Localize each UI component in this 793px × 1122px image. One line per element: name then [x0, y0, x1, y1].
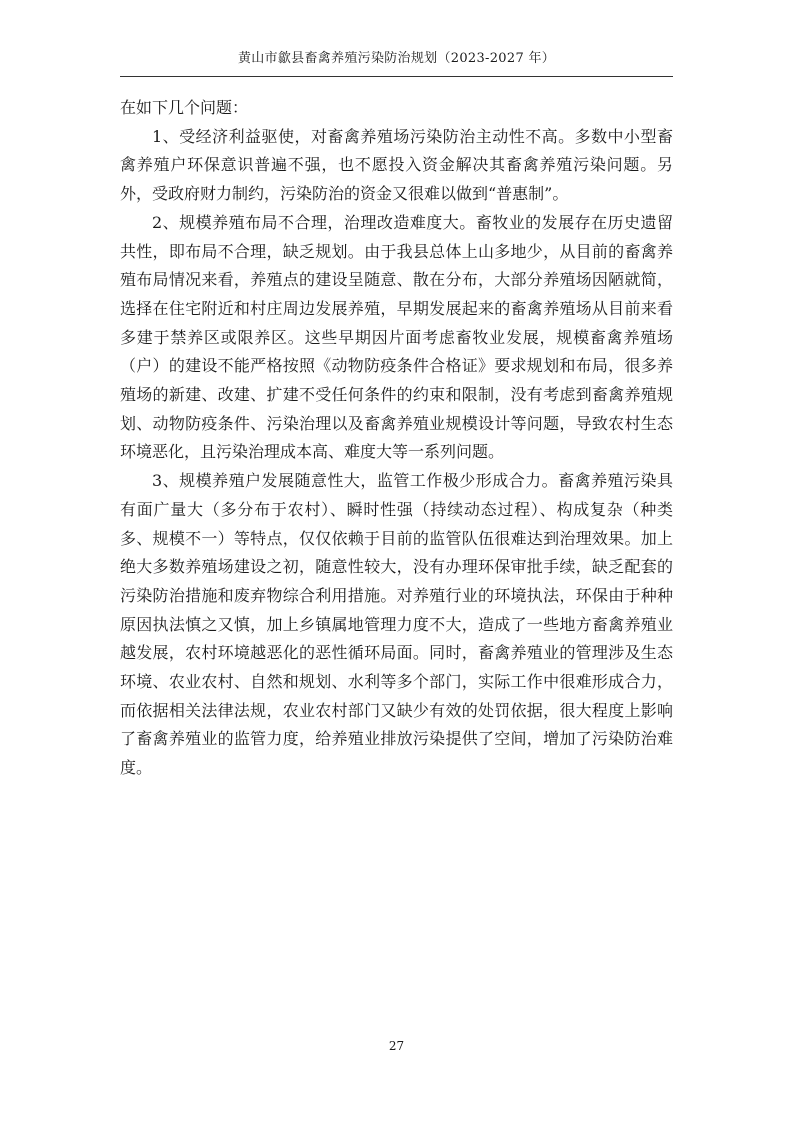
paragraph-issue-3: 3、规模养殖户发展随意性大，监管工作极少形成合力。畜禽养殖污染具有面广量大（多分布于农村）、瞬时性强（持续动态过程）、构成复杂（种类多、规模不一）等特点，仅仅依赖于目前的监管队伍很难达到治理效果。加上绝大多数养殖场建设之初，随意性较大，没有办理环保审批手续，缺乏配套的污染防治措施和废弃物综合利用措施。对养殖行业的环境执法，环保由于种种原因执法慎之又慎，加上乡镇属地管理力度不大，造成了一些地方畜禽养殖业越发展，农村环境越恶化的恶性循环局面。同时，畜禽养殖业的管理涉及生态环境、农业农村、自然和规划、水利等多个部门，实际工作中很难形成合力，而依据相关法律法规，农业农村部门又缺少有效的处罚依据，很大程度上影响了畜禽养殖业的监管力度，给养殖业排放污染提供了空间，增加了污染防治难度。 — [120, 471, 673, 778]
header-title: 黄山市歙县畜禽养殖污染防治规划（2023-2027 年） — [237, 51, 556, 66]
page-header — [120, 48, 673, 77]
document-body — [120, 94, 673, 783]
paragraph-issue-1: 1、受经济利益驱使，对畜禽养殖场污染防治主动性不高。多数中小型畜禽养殖户环保意识普遍不强，也不愿投入资金解决其畜禽养殖污染问题。另外，受政府财力制约，污染防治的资金又很难以做到“普惠制”。 — [120, 126, 673, 204]
page-number: 27 — [388, 1039, 405, 1053]
paragraph-issue-2: 2、规模养殖布局不合理，治理改造难度大。畜牧业的发展存在历史遗留共性，即布局不合理，缺乏规划。由于我县总体上山多地少，从目前的畜禽养殖布局情况来看，养殖点的建设呈随意、散在分布，大部分养殖场因陋就简，选择在住宅附近和村庄周边发展养殖，早期发展起来的畜禽养殖场从目前来看多建于禁养区或限养区。这些早期因片面考虑畜牧业发展，规模畜禽养殖场（户）的建设不能严格按照《动物防疫条件合格证》要求规划和布局，很多养殖场的新建、改建、扩建不受任何条件的约束和限制，没有考虑到畜禽养殖规划、动物防疫条件、污染治理以及畜禽养殖业规模设计等问题，导致农村生态环境恶化，且污染治理成本高、难度大等一系列问题。 — [120, 212, 673, 462]
paragraph-continuation: 在如下几个问题： — [120, 98, 249, 117]
